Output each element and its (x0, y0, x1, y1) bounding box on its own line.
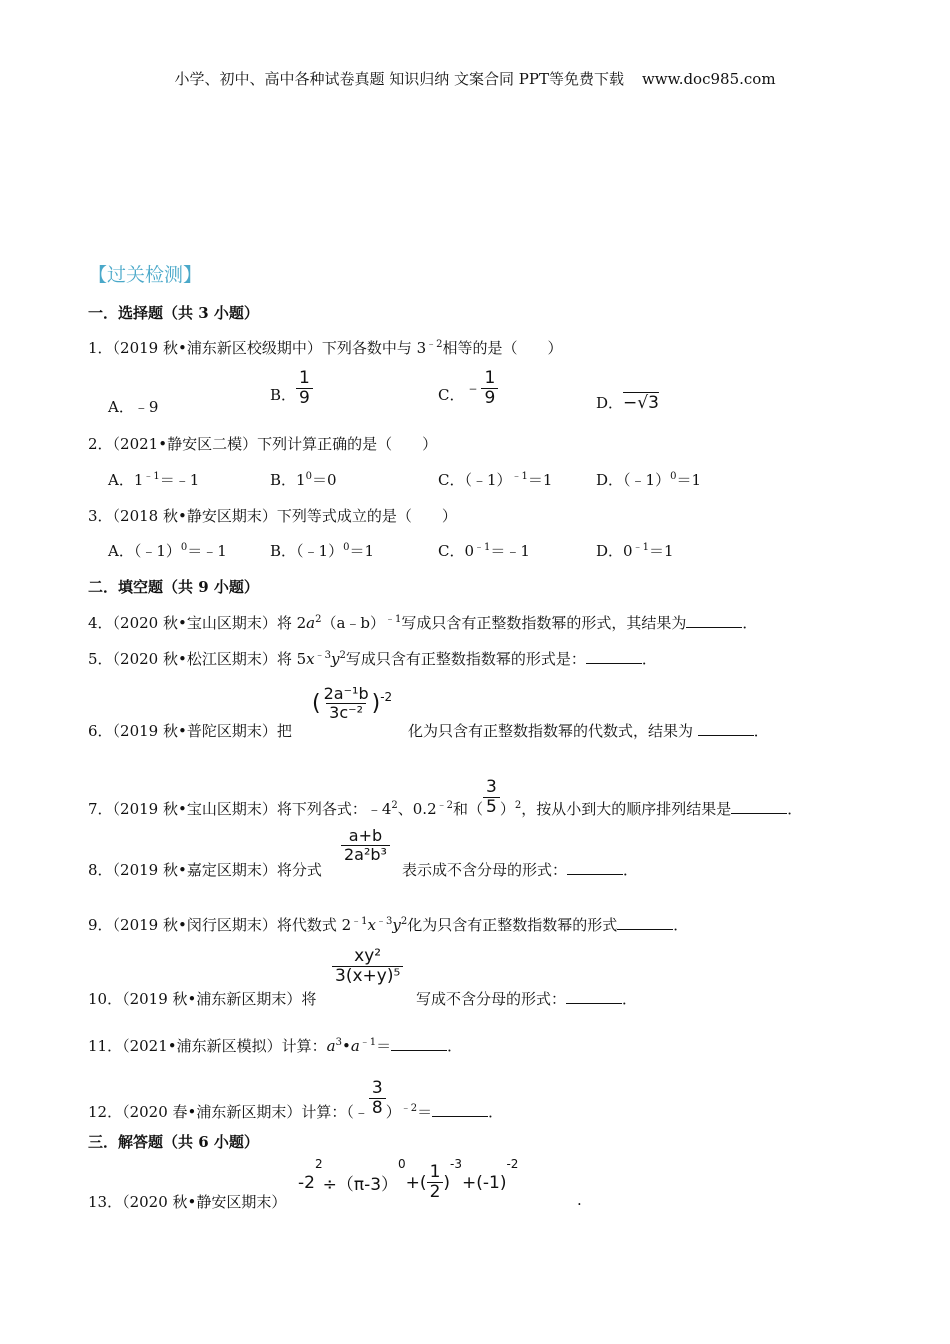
q13-num: 1 (429, 1162, 441, 1182)
q10-suffix: 写成不含分母的形式： (416, 990, 567, 1008)
q2-option-b[interactable] (270, 469, 337, 490)
q1-c-fraction (481, 370, 498, 408)
q4-prefix: 4．（2020 秋•宝山区期末）将 2 (88, 614, 307, 632)
section-title: 【过关检测】 (88, 264, 203, 286)
header-text: 小学、初中、高中各种试卷真题 知识归纳 文案合同 PPT等免费下载 (174, 70, 624, 88)
q3-c-exp: ﹣1 (474, 542, 491, 553)
q7-answer-blank[interactable] (731, 799, 787, 814)
q10-prefix: 10．（2019 秋•浦东新区期末）将 (88, 990, 317, 1008)
q6-exp: -2 (380, 690, 393, 704)
q9-prefix: 9．（2019 秋•闵行区期末）将代数式 2 (88, 916, 352, 934)
q2-d-base: （﹣1） (623, 471, 671, 489)
q9-e3: 2 (400, 916, 408, 927)
q11-dot: • (341, 1037, 351, 1055)
q7-e1: 2 (391, 799, 398, 811)
q5-var-x: x (306, 650, 315, 668)
q2-b-exp: 0 (305, 471, 312, 482)
q1-b-den: 9 (296, 388, 313, 408)
q3-option-b[interactable] (270, 540, 374, 561)
q5-y-exp: 2 (339, 650, 346, 661)
q12-fraction (369, 1080, 386, 1118)
section-fill-heading: 二．填空题（共 9 小题） (88, 578, 259, 596)
q8-suffix: 表示成不含分母的形式： (402, 861, 568, 879)
q13-prefix: 13．（2020 秋•静安区期末） (88, 1193, 287, 1211)
q9-e1: ﹣1 (351, 916, 368, 927)
q11-e1: 3 (335, 1037, 342, 1048)
q11-var-a2: a (350, 1037, 360, 1055)
q13-part4: ) (443, 1172, 451, 1193)
q13-part5: +(-1) (462, 1172, 507, 1193)
question-12 (88, 1078, 504, 1132)
q1-a-value: ﹣9 (133, 398, 159, 416)
q4-answer-blank[interactable] (686, 613, 742, 628)
q2-option-a[interactable] (108, 469, 199, 490)
q3-d-base: 0 (623, 542, 633, 560)
q7-fraction (483, 779, 500, 817)
q5-var-y: y (331, 650, 340, 668)
q1-option-a[interactable] (108, 396, 158, 417)
q10-answer-blank[interactable] (566, 989, 622, 1004)
q12-close: ） (385, 1102, 401, 1121)
section-choice-heading: 一．选择题（共 3 小题） (88, 304, 259, 322)
q6-lparen: ( (312, 691, 321, 717)
q13-fraction (427, 1164, 444, 1202)
q1-c-label: C． (438, 385, 465, 404)
q3-c-label: C． (438, 542, 465, 560)
q2-b-label: B． (270, 471, 297, 489)
q2-b-base: 1 (296, 471, 306, 489)
q11-answer-blank[interactable] (391, 1036, 447, 1051)
q3-option-d[interactable] (596, 540, 674, 561)
q12-eq: ＝ (417, 1102, 433, 1121)
q2-a-exp: ﹣1 (143, 471, 160, 482)
header-url[interactable]: www.doc985.com (641, 70, 776, 88)
page-header (0, 68, 950, 89)
q10-suffix-line (416, 988, 637, 1009)
q5-end: ． (641, 650, 657, 668)
q10-num: xy² (354, 946, 382, 966)
q2-c-base: （﹣1） (464, 471, 512, 489)
q1-exp: ﹣2 (426, 339, 443, 350)
q3-b-label: B． (270, 542, 297, 560)
q3-a-exp: 0 (180, 542, 188, 553)
q2-d-label: D． (596, 471, 624, 489)
q3-d-label: D． (596, 542, 624, 560)
q7-num: 3 (486, 777, 497, 797)
q12-answer-blank[interactable] (432, 1102, 488, 1117)
q9-answer-blank[interactable] (617, 915, 673, 930)
q2-c-exp: ﹣1 (511, 471, 528, 482)
q6-answer-blank[interactable] (698, 721, 754, 736)
q9-e2: ﹣3 (376, 916, 393, 927)
question-1 (88, 337, 563, 358)
q11-end: ． (447, 1037, 463, 1055)
q6-fraction (321, 686, 372, 721)
q4-end: ． (742, 614, 758, 632)
q2-c-rest: ＝1 (527, 471, 553, 489)
q3-a-base: （﹣1） (133, 542, 181, 560)
q2-d-exp: 0 (670, 471, 677, 482)
q4-suffix: 写成只含有正整数指数幂的形式，其结果为 (401, 614, 687, 632)
q7-prefix: 7．（2019 秋•宝山区期末）将下列各式：﹣4 (88, 799, 392, 818)
q8-suffix-line (402, 859, 638, 880)
question-2: 2．（2021•静安区二模）下列计算正确的是（ ） (88, 435, 438, 453)
q4-exp: ﹣1 (385, 614, 402, 625)
question-9 (88, 914, 688, 935)
q12-den: 8 (369, 1098, 386, 1118)
q3-b-rest: ＝1 (349, 542, 374, 560)
question-7 (88, 777, 803, 829)
q8-prefix: 8．（2019 秋•嘉定区期末）将分式 (88, 861, 322, 879)
q1-b-num: 1 (299, 368, 310, 388)
q2-a-base: 1 (133, 471, 144, 489)
q1-c-den: 9 (481, 388, 498, 408)
q2-option-d[interactable] (596, 469, 701, 490)
q3-b-base: （﹣1） (296, 542, 344, 560)
q5-prefix: 5．（2020 秋•松江区期末）将 5 (88, 650, 307, 668)
q3-a-label: A． (108, 542, 134, 560)
q8-num: a+b (348, 826, 383, 845)
q3-d-exp: ﹣1 (632, 542, 649, 553)
q10-end: ． (622, 990, 638, 1008)
q6-expression (312, 686, 392, 721)
q1-stem: 1．（2019 秋•浦东新区校级期中）下列各数中与 3 (88, 339, 427, 357)
q10-expression (332, 948, 403, 986)
q3-option-a[interactable] (108, 540, 227, 561)
q12-num: 3 (371, 1078, 383, 1098)
q1-a-label: A． (108, 398, 134, 416)
q1-d-value: −√3 (623, 393, 659, 413)
q10-den: 3(x+y)⁵ (332, 966, 403, 986)
q6-end: ． (753, 722, 769, 740)
q6-prefix: 6．（2019 秋•普陀区期末）把 (88, 722, 292, 740)
q1-option-b[interactable] (270, 370, 313, 408)
q13-part1: -2 (298, 1172, 315, 1193)
q7-e2: ﹣2 (436, 799, 453, 811)
q6-num: 2a⁻¹b (323, 684, 369, 703)
q2-b-rest: ＝0 (311, 471, 337, 489)
q1-option-c[interactable] (438, 370, 498, 408)
q12-end: ． (488, 1102, 504, 1121)
q9-end: ． (673, 916, 689, 934)
q5-x-exp: ﹣3 (314, 650, 331, 661)
q8-end: ． (623, 861, 639, 879)
q1-d-label: D． (596, 394, 624, 412)
q13-part2: ÷（π-3） (322, 1175, 399, 1196)
q1-b-label: B． (270, 385, 297, 404)
q5-answer-blank[interactable] (586, 649, 642, 664)
q2-c-label: C． (438, 471, 465, 489)
q4-paren: （a﹣b） (321, 614, 386, 632)
q6-suffix: 化为只含有正整数指数幂的代数式，结果为 (408, 722, 694, 740)
q3-b-exp: 0 (343, 542, 350, 553)
q2-a-label: A． (108, 471, 134, 489)
q13-part3: +( (405, 1172, 427, 1193)
q2-d-rest: ＝1 (676, 471, 701, 489)
q13-end: . (577, 1191, 582, 1209)
q1-tail: 相等的是（ ） (442, 339, 563, 357)
q2-option-c[interactable] (438, 469, 552, 490)
q7-mid3: ） (499, 799, 515, 818)
q7-e3: 2 (514, 799, 522, 811)
q3-c-base: 0 (464, 542, 475, 560)
question-4 (88, 612, 757, 633)
q6-rparen: ) (371, 691, 381, 717)
q11-e2: ﹣1 (359, 1037, 377, 1048)
q11-prefix: 11．（2021•浦东新区模拟）计算： (88, 1037, 327, 1055)
question-5 (88, 648, 657, 669)
q8-answer-blank[interactable] (567, 860, 623, 875)
q7-mid1: 、0.2 (397, 799, 437, 818)
q5-suffix: 写成只含有正整数指数幂的形式是： (345, 650, 586, 668)
question-11 (88, 1035, 462, 1056)
q7-end: ． (787, 799, 803, 818)
q9-var-y: y (392, 916, 401, 934)
q12-exp: ﹣2 (400, 1102, 418, 1114)
q1-c-num: 1 (484, 368, 496, 388)
q8-fraction (341, 828, 390, 863)
q13-expression: -2 2 ÷（π-3） 0 +( $\frac{1}{2}$ ) -3 +(-1) -2 (298, 1157, 519, 1202)
q7-suffix: ，按从小到大的顺序排列结果是 (521, 799, 732, 818)
question-3: 3．（2018 秋•静安区期末）下列等式成立的是（ ） (88, 507, 457, 525)
q6-suffix-line (408, 720, 769, 741)
q8-den: 2a²b³ (341, 845, 390, 864)
q8-expression (341, 828, 390, 863)
q1-b-fraction (296, 370, 313, 408)
q1-option-d[interactable] (596, 392, 659, 413)
q7-mid2: 和（ (453, 799, 484, 818)
q4-exp2: 2 (315, 614, 322, 625)
q4-var-a: a (306, 614, 316, 632)
q11-var-a1: a (326, 1037, 336, 1055)
q3-option-c[interactable] (438, 540, 530, 561)
q3-c-rest: ＝﹣1 (490, 542, 530, 560)
q3-d-rest: ＝1 (648, 542, 674, 560)
q3-a-rest: ＝﹣1 (187, 542, 227, 560)
q10-fraction (332, 948, 403, 986)
q6-den: 3c⁻² (326, 703, 366, 722)
q1-c-sign: ﹣ (464, 377, 482, 398)
section-answer-heading: 三．解答题（共 6 小题） (88, 1133, 259, 1151)
q11-eq: ＝ (376, 1037, 392, 1055)
q9-var-x: x (367, 916, 376, 934)
q2-a-rest: ＝﹣1 (159, 471, 200, 489)
q7-den: 5 (483, 797, 500, 817)
q12-prefix: 12．（2020 春•浦东新区期末）计算：（﹣ (88, 1102, 369, 1121)
q13-den: 2 (427, 1182, 444, 1202)
q9-suffix: 化为只含有正整数指数幂的形式 (407, 916, 618, 934)
